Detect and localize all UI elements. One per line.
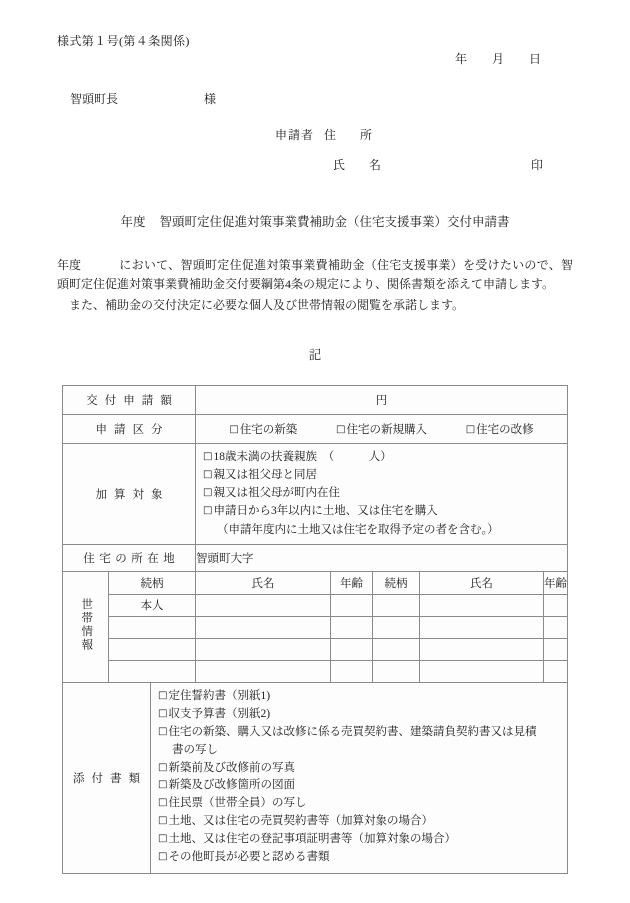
- category-option-0[interactable]: □住宅の新築: [229, 424, 298, 436]
- table-row-addition: [63, 444, 568, 545]
- date-line: [455, 50, 541, 67]
- household-col-header-5: 年齢: [544, 571, 568, 594]
- body-paragraph-1: [57, 256, 573, 295]
- body-paragraph-1-text: において、智頭町定住促進対策事業費補助金（住宅支援事業）を受けたいので、智頭町定住促進対策事業費補助金交付要綱第4条の規定により、関係書類を添えて申請します。: [57, 258, 573, 292]
- household-cell-age[interactable]: [331, 616, 373, 638]
- addressee-honorific: 様: [204, 92, 217, 106]
- addition-option-2[interactable]: □親又は祖父母が町内在住: [203, 487, 340, 500]
- label-location: 住宅の所在地: [63, 544, 196, 571]
- checkbox-icon[interactable]: □: [158, 815, 168, 827]
- household-cell-relation-2[interactable]: [373, 638, 420, 660]
- household-cell-relation-2[interactable]: [373, 616, 420, 638]
- household-cell-name-2[interactable]: [420, 660, 544, 682]
- attachment-item-1[interactable]: □収支予算書（別紙2): [158, 707, 271, 720]
- household-cell-name[interactable]: [196, 616, 331, 638]
- applicant-label: 申請者: [275, 128, 315, 142]
- attachment-item-8[interactable]: □その他町長が必要と認める書類: [158, 851, 330, 864]
- applicant-block: [275, 126, 565, 186]
- checkbox-icon[interactable]: □: [158, 761, 168, 773]
- checkbox-icon[interactable]: □: [158, 779, 168, 791]
- household-cell-name-2[interactable]: [420, 638, 544, 660]
- body-text: [57, 256, 573, 315]
- value-attachments: [151, 682, 568, 873]
- household-col-header-4: 氏名: [420, 571, 544, 594]
- household-cell-age-2[interactable]: [544, 594, 568, 616]
- checkbox-icon[interactable]: □: [203, 469, 213, 481]
- table-row-amount: [63, 386, 568, 415]
- household-row: [63, 638, 568, 660]
- household-cell-relation-2[interactable]: [373, 594, 420, 616]
- date-day-label: 日: [529, 52, 542, 66]
- checkbox-icon[interactable]: □: [158, 851, 168, 863]
- attachment-item-3[interactable]: □新築前及び改修前の写真: [158, 761, 295, 774]
- household-cell-relation[interactable]: [109, 638, 196, 660]
- addressee-name: 智頭町長: [70, 92, 119, 106]
- title-fiscal-year: 年度: [120, 215, 146, 229]
- addition-option-1[interactable]: □親又は祖父母と同居: [203, 469, 317, 482]
- household-cell-name[interactable]: [196, 638, 331, 660]
- addressee-line: [70, 90, 216, 107]
- category-option-2[interactable]: □住宅の改修: [465, 424, 534, 436]
- category-option-1[interactable]: □住宅の新規購入: [336, 424, 427, 436]
- attachment-item-2-cont: 書の写し: [172, 743, 218, 756]
- applicant-name-row: [275, 156, 565, 186]
- household-cell-name[interactable]: [196, 660, 331, 682]
- label-household: 世帯情報: [63, 571, 109, 682]
- checkbox-icon[interactable]: □: [229, 424, 239, 435]
- attachment-item-4[interactable]: □新築及び改修箇所の図面: [158, 779, 295, 792]
- checkbox-icon[interactable]: □: [158, 797, 168, 809]
- checkbox-icon[interactable]: □: [465, 424, 476, 435]
- applicant-address-row: [275, 126, 565, 156]
- ki-marker: 記: [308, 348, 322, 362]
- checkbox-icon[interactable]: □: [203, 505, 213, 517]
- household-cell-name[interactable]: [196, 594, 331, 616]
- addition-sub-note: （申請年度内に土地又は住宅を取得予定の者を含む。）: [217, 523, 499, 536]
- table-row-location: [63, 544, 568, 571]
- household-col-header-0: 続柄: [109, 571, 196, 594]
- household-row: [63, 616, 568, 638]
- body-paragraph-2: また、補助金の交付決定に必要な個人及び世帯情報の閲覧を承諾します。: [69, 297, 465, 312]
- checkbox-icon[interactable]: □: [158, 707, 168, 719]
- attachment-item-0[interactable]: □定住誓約書（別紙1): [158, 689, 271, 702]
- body-fiscal-year: 年度: [57, 258, 82, 272]
- applicant-address-label: 住 所: [324, 128, 379, 142]
- attachment-item-2[interactable]: □住宅の新築、購入又は改修に係る売買契約書、建築請負契約書又は見積: [158, 725, 537, 738]
- attachment-item-5[interactable]: □住民票（世帯全員）の写し: [158, 797, 307, 810]
- label-amount: 交付申請額: [63, 386, 196, 415]
- title-text: 智頭町定住促進対策事業費補助金（住宅支援事業）交付申請書: [159, 215, 510, 229]
- household-row: [63, 594, 568, 616]
- checkbox-icon[interactable]: □: [158, 689, 168, 701]
- household-col-header-3: 続柄: [373, 571, 420, 594]
- household-cell-age[interactable]: [331, 638, 373, 660]
- household-cell-relation[interactable]: [109, 660, 196, 682]
- date-year-label: 年: [455, 52, 468, 66]
- household-cell-age-2[interactable]: [544, 660, 568, 682]
- checkbox-icon[interactable]: □: [158, 833, 168, 845]
- attachment-item-6[interactable]: □土地、又は住宅の売買契約書等（加算対象の場合）: [158, 815, 433, 828]
- checkbox-icon[interactable]: □: [336, 424, 346, 435]
- household-header-row: [63, 571, 568, 594]
- page-title: [0, 212, 630, 230]
- household-cell-relation[interactable]: [109, 616, 196, 638]
- checkbox-icon[interactable]: □: [203, 487, 213, 499]
- checkbox-icon[interactable]: □: [158, 725, 168, 737]
- household-cell-relation[interactable]: 本人: [109, 594, 196, 616]
- application-table: [62, 385, 568, 874]
- household-cell-age[interactable]: [331, 594, 373, 616]
- household-col-header-1: 氏名: [196, 571, 331, 594]
- applicant-name-label: 氏 名: [333, 158, 388, 172]
- label-attachments: 添付書類: [63, 682, 151, 873]
- value-addition: [196, 444, 568, 545]
- household-col-header-2: 年齢: [331, 571, 373, 594]
- household-row: [63, 660, 568, 682]
- date-month-label: 月: [492, 52, 505, 66]
- table-row-attachments: [63, 682, 568, 873]
- label-category: 申請区分: [63, 415, 196, 444]
- value-amount-unit[interactable]: 円: [196, 386, 568, 415]
- seal-label: 印: [530, 158, 543, 172]
- household-cell-name-2[interactable]: [420, 616, 544, 638]
- value-category: [196, 415, 568, 444]
- household-cell-age[interactable]: [331, 660, 373, 682]
- household-cell-relation-2[interactable]: [373, 660, 420, 682]
- label-addition: 加算対象: [63, 444, 196, 545]
- household-cell-age-2[interactable]: [544, 616, 568, 638]
- household-cell-age-2[interactable]: [544, 638, 568, 660]
- addition-option-0[interactable]: □18歳未満の扶養親族 （ 人）: [203, 451, 392, 463]
- attachment-item-7[interactable]: □土地、又は住宅の登記事項証明書等（加算対象の場合）: [158, 833, 456, 846]
- value-location[interactable]: 智頭町大字: [196, 544, 568, 571]
- checkbox-icon[interactable]: □: [203, 451, 213, 462]
- addition-option-3[interactable]: □申請日から3年以内に土地、又は住宅を購入: [203, 505, 438, 518]
- household-cell-name-2[interactable]: [420, 594, 544, 616]
- form-code: 様式第１号(第４条関係): [57, 34, 190, 48]
- table-row-category: [63, 415, 568, 444]
